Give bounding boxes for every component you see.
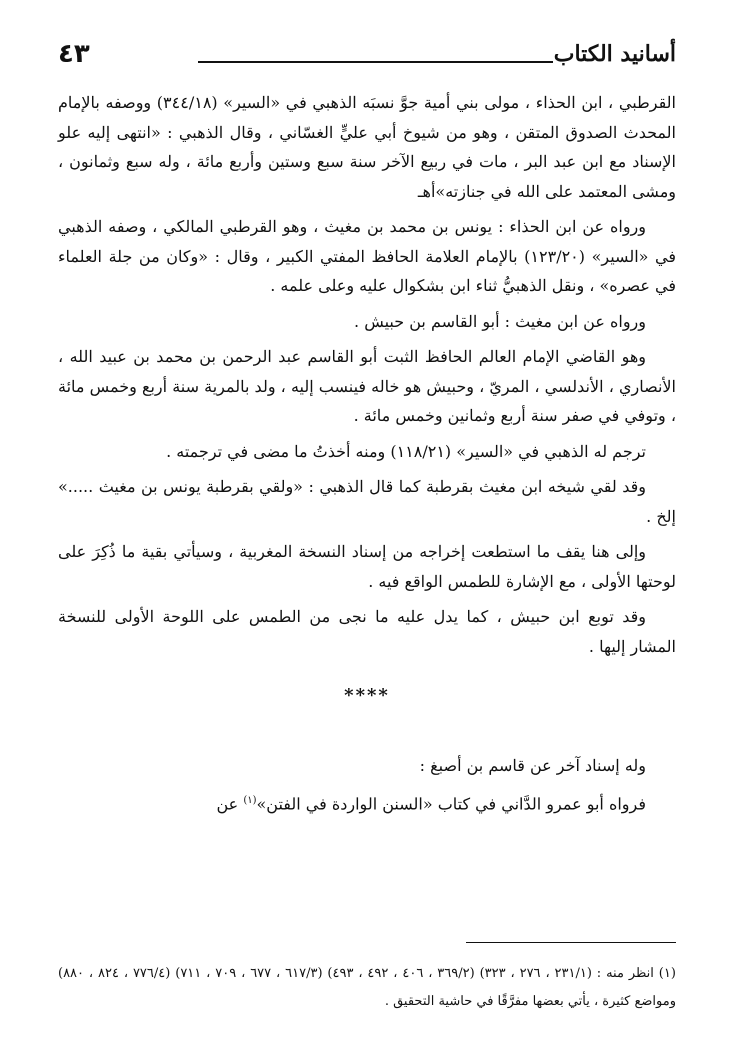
paragraph: القرطبي ، ابن الحذاء ، مولى بني أمية جوَّ نسبَه الذهبي في «السير» (٣٤٤/١٨) ووصفه بالإمام المحدث الصدوق المتقن ، وهو من شيوخ أبي عليٍّ الغسّاني ، وقال الذهبي : «انتهى إليه علو الإسناد مع ابن عبد البر ، مات في ربيع الآخر سنة سبع وستين وأربع مائة ، وله سبع وثمانون ، ومشى المعتمد على الله في جنازته»أهـ bbox=[58, 93, 676, 201]
header-rule bbox=[198, 61, 553, 63]
paragraph: وإلى هنا يقف ما استطعت إخراجه من إسناد النسخة المغربية ، وسيأتي بقية ما ذُكِرَ على لوحتها الأولى ، مع الإشارة للطمس الواقع فيه . bbox=[58, 542, 676, 591]
footnote-marker: (١) bbox=[243, 795, 257, 806]
page-number: ٤٣ bbox=[58, 39, 90, 69]
footnote: (١) انظر منه : (٢٣١/١ ، ٢٧٦ ، ٣٢٣) (٣٦٩/٢ ، ٤٠٦ ، ٤٩٢ ، ٤٩٣) (٦١٧/٣ ، ٦٧٧ ، ٧٠٩ ، ٧١١) (٧٧٦/٤ ، ٨٢٤ ، ٨٨٠) ومواضع كثيرة ، يأتي بعضها مفرَّقًا في حاشية التحقيق . bbox=[58, 966, 676, 1009]
paragraph: وهو القاضي الإمام العالم الحافظ الثبت أبو القاسم عبد الرحمن بن محمد بن عبيد الله ، الأنصاري ، الأندلسي ، المريّ ، وحبيش هو خاله فينسب إليه ، ولد بالمرية سنة أربع وخمس مائة ، وتوفي في صفر سنة أربع وثمانين وخمس مائة . bbox=[58, 347, 676, 425]
page-header bbox=[58, 34, 676, 74]
section-heading: وله إسناد آخر عن قاسم بن أصبغ : bbox=[419, 755, 646, 775]
section-separator: **** bbox=[344, 685, 390, 706]
paragraph: وقد توبع ابن حبيش ، كما يدل عليه ما نجى من الطمس على اللوحة الأولى للنسخة المشار إليها . bbox=[58, 607, 676, 656]
section-text-end: عن bbox=[216, 794, 244, 814]
footnote-rule bbox=[466, 942, 676, 943]
paragraph: ترجم له الذهبي في «السير» (١١٨/٢١) ومنه أخذتُ ما مضى في ترجمته . bbox=[166, 441, 646, 461]
section-paragraph bbox=[58, 786, 676, 819]
paragraph: ورواه عن ابن الحذاء : يونس بن محمد بن مغيث ، وهو القرطبي المالكي ، وصفه الذهبي في «السير» (١٢٣/٢٠) بالإمام العلامة الحافظ المفتي الكبير ، وقال : «وكان من جلة العلماء في عصره» ، ونقل الذهبيُّ ثناء ابن بشكوال عليه وعلى علمه . bbox=[58, 217, 677, 295]
paragraph: وقد لقي شيخه ابن مغيث بقرطبة كما قال الذهبي : «ولقي بقرطبة يونس بن مغيث .....» إلخ . bbox=[58, 477, 676, 526]
section-text: فرواه أبو عمرو الدَّاني في كتاب «السنن الواردة في الفتن» bbox=[256, 794, 646, 814]
footnotes bbox=[58, 960, 676, 1016]
main-text bbox=[58, 88, 676, 825]
running-title: أسانيد الكتاب bbox=[553, 41, 676, 67]
paragraph: ورواه عن ابن مغيث : أبو القاسم بن حبيش . bbox=[354, 311, 646, 331]
